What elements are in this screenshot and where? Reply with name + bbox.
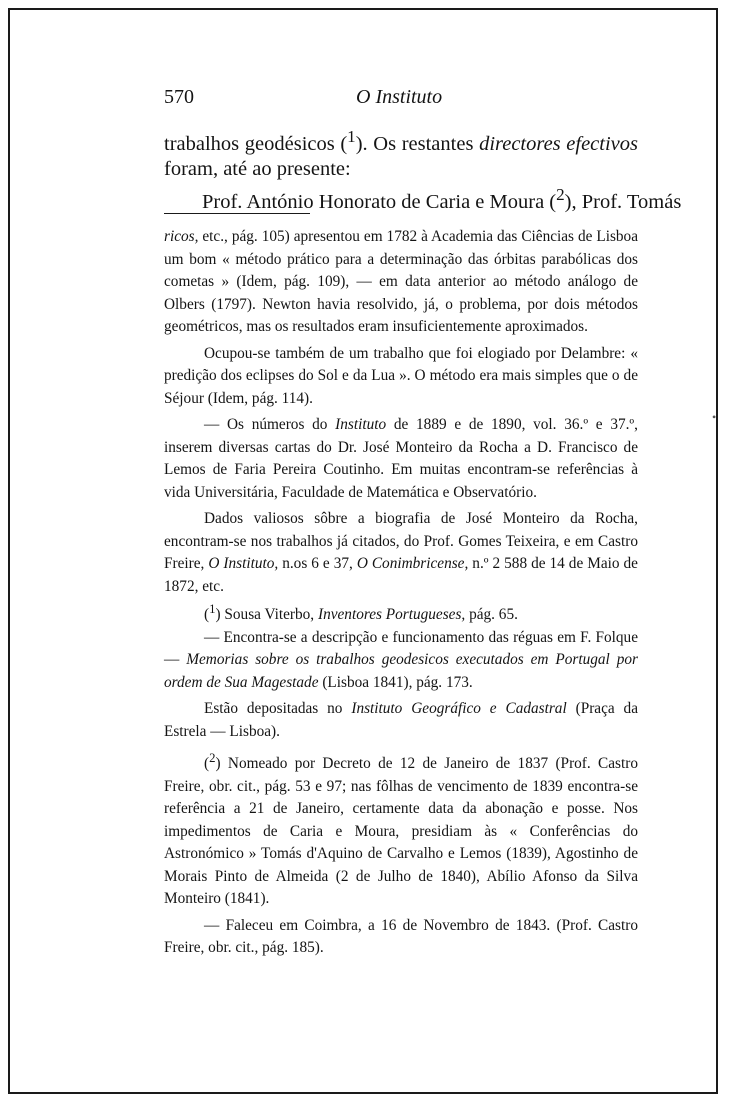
- footnote-paragraph: — Os números do Instituto de 1889 e de 1890, vol. 36.º e 37.º, inserem diversas cartas do Dr. José Monteiro da Rocha a D. Francisco de Lemos de Faria Pereira Coutinho. Em muitas encontram-se referências à vida Universitária, Faculdade de Matemática e Observatório.: [164, 416, 639, 501]
- footnote-paragraph: — Faleceu em Coimbra, a 16 de Novembro de 1843. (Prof. Castro Freire, obr. cit., pág. 185).: [164, 916, 638, 957]
- page-number: 570: [164, 86, 194, 108]
- main-text: [164, 124, 682, 215]
- main-paragraph: trabalhos geodésicos ($^1$). Os restantes directores efectivos foram, até ao presente:: [164, 127, 638, 180]
- running-title: O Instituto: [356, 86, 443, 108]
- main-paragraph: Prof. António Honorato de Caria e Moura ($^2$), Prof. Tomás: [202, 184, 682, 213]
- footnote-paragraph: ricos, etc., pág. 105) apresentou em 1782 à Academia das Ciências de Lisboa um bom « método prático para a determinação das órbitas parabólicas dos cometas » (Idem, pág. 109), — em data anterior ao método análogo de Olbers (1797). Newton havia resolvido, já, o problema, por dois métodos geométricos, mas os resultados eram insuficientemente aproximados.: [164, 228, 638, 335]
- footnote-ref: 1: [347, 127, 356, 146]
- footnote-paragraph: — Encontra-se a descripção e funcionamento das réguas em F. Folque — Memorias sobre os trabalhos geodesicos executados em Portugal por ordem de Sua Magestade (Lisboa 1841), pág. 173.: [164, 628, 638, 691]
- footnote-paragraph: ($^2$) Nomeado por Decreto de 12 de Janeiro de 1837 (Prof. Castro Freire, obr. cit., pág. 53 e 97; nas fôlhas de vencimento de 1839 encontra-se referência a 21 de Janeiro, certamente data da abonação e posse. Nos impedimentos de Caria e Moura, presidiam às « Conferências do Astronómico » Tomás d'Aquino de Carvalho e Lemos (1839), Agostinho de Morais Pinto de Almeida (2 de Julho de 1840), Abílio Afonso da Silva Monteiro (1841).: [164, 751, 638, 908]
- footnotes: [164, 226, 638, 964]
- footnote-rule: [164, 213, 310, 214]
- page-header: [164, 86, 638, 112]
- footnote-paragraph: ($^1$) Sousa Viterbo, Inventores Portugueses, pág. 65.: [204, 602, 518, 624]
- footnote-paragraph: Dados valiosos sôbre a biografia de José Monteiro da Rocha, encontram-se nos trabalhos já citados, do Prof. Gomes Teixeira, e em Castro Freire, O Instituto, n.os 6 e 37, O Conimbricense, n.º 2 588 de 14 de Maio de 1872, etc.: [164, 510, 638, 595]
- footnote-ref: 2: [556, 184, 565, 204]
- footnote-paragraph: Ocupou-se também de um trabalho que foi elogiado por Delambre: « predição dos eclipses do Sol e da Lua ». O método era mais simples que o de Séjour (Idem, pág. 114).: [164, 344, 638, 407]
- footnote-paragraph: Estão depositadas no Instituto Geográfico e Cadastral (Praça da Estrela — Lisboa).: [164, 700, 638, 740]
- edge-dot: •: [712, 410, 717, 424]
